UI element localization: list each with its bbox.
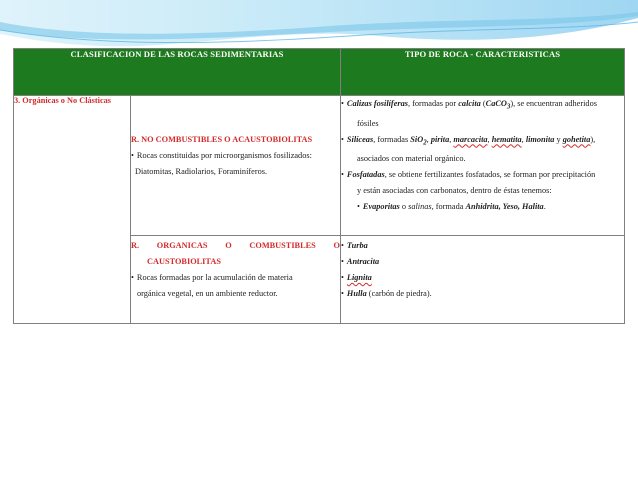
title-word: ORGANICAS <box>156 241 208 250</box>
sedimentary-rocks-table <box>13 48 625 324</box>
item-turba <box>341 238 624 254</box>
limonita: limonita <box>525 134 555 144</box>
salinas: salinas <box>408 202 432 212</box>
marcacita: marcacita <box>453 134 488 144</box>
bullet-icon: • <box>341 257 344 266</box>
sio-formula: SiO <box>410 134 424 144</box>
siliceas-line-2: asociados con material orgánico. <box>357 154 466 164</box>
combustible-desc <box>131 270 340 286</box>
evaporitas-name: Evaporitas <box>362 202 400 212</box>
text: o <box>399 202 409 212</box>
bullet-icon: • <box>357 202 360 212</box>
combustible-cell <box>131 236 341 324</box>
title-word: O <box>225 241 232 250</box>
desc-line-1: Rocas formadas por la acumulación de materia <box>136 273 293 282</box>
text: , formada <box>431 202 466 212</box>
bullet-icon: • <box>131 151 134 160</box>
combustible-title <box>131 238 340 254</box>
title-word: COMBUSTIBLES <box>249 241 316 250</box>
item-antracita <box>341 254 624 270</box>
text: , formadas por <box>408 99 459 108</box>
bullet-icon: • <box>341 134 344 144</box>
non-combustible-desc <box>131 148 340 164</box>
text: ), <box>590 134 596 144</box>
hematita: hematita <box>491 134 522 144</box>
text: ( <box>480 99 486 108</box>
item-hulla <box>341 286 624 302</box>
subscript: 3 <box>506 103 511 111</box>
header-rock-type: TIPO DE ROCA - CARACTERISTICAS <box>341 49 625 96</box>
pirita: pirita <box>430 134 450 144</box>
bullet-icon: • <box>341 170 344 180</box>
caco-formula: CaCO <box>485 99 507 108</box>
gohetita: gohetita <box>562 134 591 144</box>
item-lignita <box>341 270 624 286</box>
desc-line-1: Rocas constituidas por microorganismos fosilizados: <box>136 151 312 160</box>
non-combustible-types-cell <box>341 96 625 236</box>
text: ), se encuentran adheridos <box>510 99 597 108</box>
text: , <box>521 134 526 144</box>
evaporitas-list: Anhidrita, Yeso, Halita <box>465 202 544 212</box>
calizas-line-2: fósiles <box>357 118 379 128</box>
text: . <box>543 202 546 212</box>
turba: Turba <box>346 241 368 250</box>
non-combustible-cell <box>131 96 341 236</box>
text: , se obtiene fertilizantes fosfatados, se forman por precipitación <box>384 170 596 180</box>
desc-line-2: Diatomitas, Radiolarios, Foraminíferos. <box>135 167 268 176</box>
text: , <box>449 134 454 144</box>
item-fosfatadas <box>341 167 624 183</box>
item-evaporitas <box>341 199 624 215</box>
combustible-title-line-2: CAUSTOBIOLITAS <box>147 257 221 266</box>
bullet-icon: • <box>131 273 134 282</box>
antracita: Antracita <box>346 257 380 266</box>
bullet-icon: • <box>341 99 344 108</box>
item-calizas <box>341 96 624 116</box>
combustible-types-cell <box>341 236 625 324</box>
bullet-icon: • <box>341 241 344 250</box>
siliceas-name: Silíceas <box>346 134 374 144</box>
calizas-name: Calizas fosilíferas <box>346 99 408 108</box>
subscript: 2 <box>423 139 427 147</box>
title-word: R. <box>131 241 140 250</box>
fosfatadas-name: Fosfatadas <box>346 170 385 180</box>
non-combustible-title: R. NO COMBUSTIBLES O ACAUSTOBIOLITAS <box>131 135 313 144</box>
text: , formadas <box>373 134 411 144</box>
fosfatadas-line-2: y están asociadas con carbonatos, dentro de éstas tenemos: <box>357 186 552 196</box>
desc-line-2: orgánica vegetal, en un ambiente reductor. <box>137 289 278 298</box>
group-label: 3. Orgánicas o No Clásticas <box>14 96 131 324</box>
hulla: Hulla <box>346 289 367 298</box>
lignita: Lignita <box>346 273 372 282</box>
text: , <box>487 134 492 144</box>
title-word: O <box>333 241 340 250</box>
bullet-icon: • <box>341 289 344 298</box>
header-classification: CLASIFICACION DE LAS ROCAS SEDIMENTARIAS <box>14 49 341 96</box>
calcita: calcita <box>458 99 481 108</box>
text: y <box>554 134 563 144</box>
hulla-note: (carbón de piedra). <box>366 289 432 298</box>
text: , <box>426 134 431 144</box>
bullet-icon: • <box>341 273 344 282</box>
item-siliceas <box>341 132 624 152</box>
